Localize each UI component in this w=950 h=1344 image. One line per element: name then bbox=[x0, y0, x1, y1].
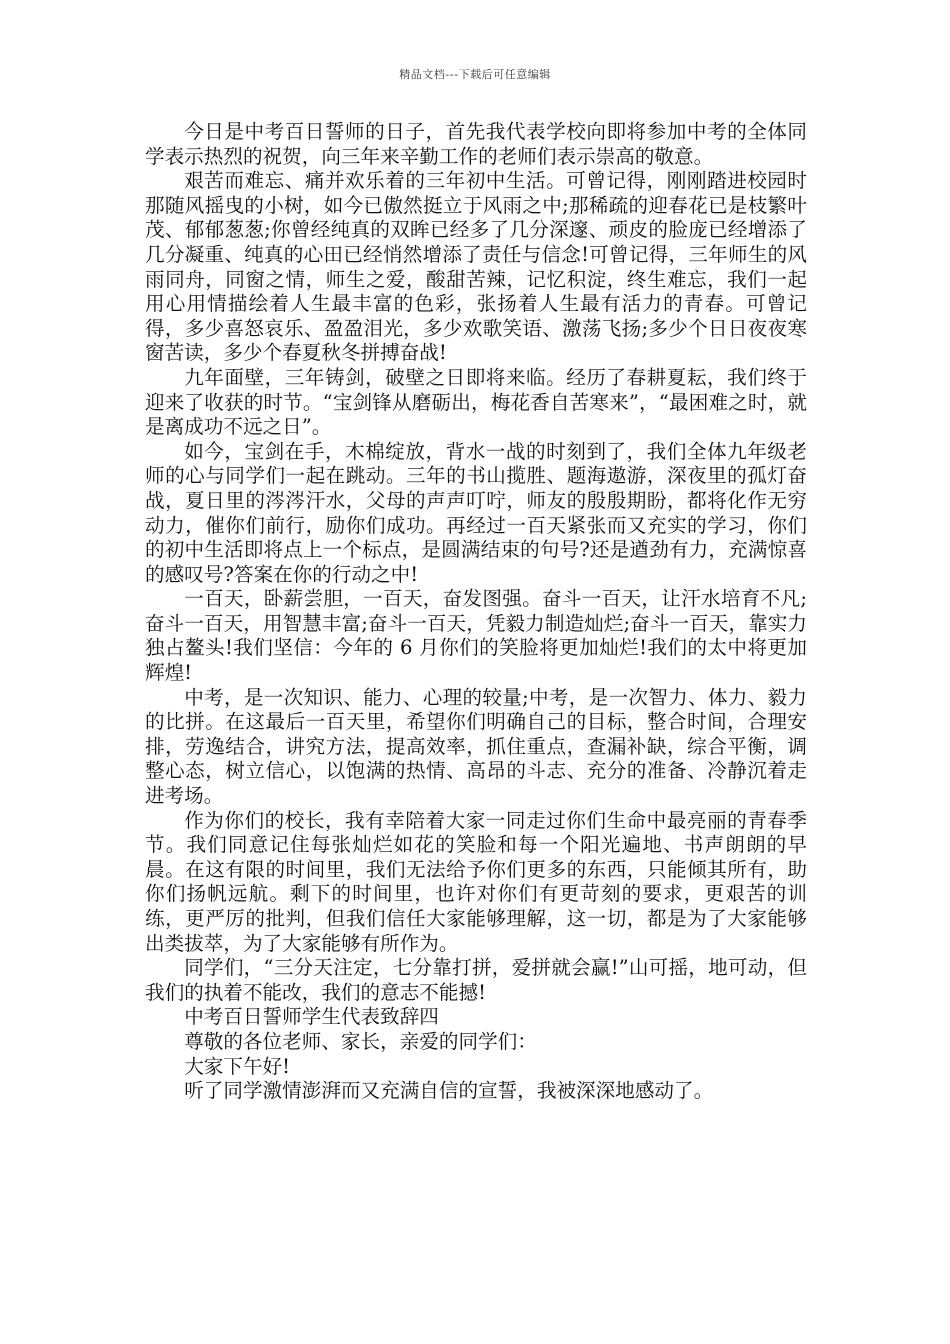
paragraph: 一百天，卧薪尝胆，一百天，奋发图强。奋斗一百天，让汗水培育不凡;奋斗一百天，用智慧丰富;奋斗一百天，凭毅力制造灿烂;奋斗一百天，靠实力独占鳌头!我们坚信：今年的 6 月你们的笑脸将更加灿烂!我们的太中将更加辉煌! bbox=[145, 587, 807, 685]
paragraph: 同学们，“三分天注定，七分靠打拼，爱拼就会赢!”山可摇，地可动，但我们的执着不能改，我们的意志不能撼! bbox=[145, 956, 807, 1004]
paragraph: 作为你们的校长，我有幸陪着大家一同走过你们生命中最亮丽的青春季节。我们同意记住每张灿烂如花的笑脸和每一个阳光遍地、书声朗朗的早晨。在这有限的时间里，我们无法给予你们更多的东西，只能倾其所有，助你们扬帆远航。剩下的时间里，也许对你们有更苛刻的要求，更艰苦的训练，更严厉的批判，但我们信任大家能够理解，这一切，都是为了大家能够出类拔萃，为了大家能够有所作为。 bbox=[145, 808, 807, 955]
paragraph: 如今，宝剑在手，木棉绽放，背水一战的时刻到了，我们全体九年级老师的心与同学们一起在跳动。三年的书山揽胜、题海遨游，深夜里的孤灯奋战，夏日里的涔涔汗水，父母的声声叮咛，师友的殷殷期盼，都将化作无穷动力，催你们前行，励你们成功。再经过一百天紧张而又充实的学习，你们的初中生活即将点上一个标点，是圆满结束的句号?还是遒劲有力，充满惊喜的感叹号?答案在你的行动之中! bbox=[145, 439, 807, 586]
paragraph: 九年面壁，三年铸剑，破壁之日即将来临。经历了春耕夏耘，我们终于迎来了收获的时节。“宝剑锋从磨砺出，梅花香自苦寒来”，“最困难之时，就是离成功不远之日”。 bbox=[145, 365, 807, 439]
paragraph: 听了同学激情澎湃而又充满自信的宣誓，我被深深地感动了。 bbox=[184, 1079, 714, 1103]
page-header: 精品文档---下载后可任意编辑 bbox=[399, 68, 551, 81]
greeting: 大家下午好! bbox=[184, 1054, 291, 1078]
paragraph: 今日是中考百日誓师的日子，首先我代表学校向即将参加中考的全体同学表示热烈的祝贺，向三年来辛勤工作的老师们表示崇高的敬意。 bbox=[145, 120, 807, 168]
paragraph: 中考，是一次知识、能力、心理的较量;中考，是一次智力、体力、毅力的比拼。在这最后一百天里，希望你们明确自己的目标，整合时间，合理安排，劳逸结合，讲究方法，提高效率，抓住重点，查漏补缺，综合平衡，调整心态，树立信心，以饱满的热情、高昂的斗志、充分的准备、冷静沉着走进考场。 bbox=[145, 685, 807, 808]
document-body bbox=[145, 120, 807, 1104]
paragraph: 艰苦而难忘、痛并欢乐着的三年初中生活。可曾记得，刚刚踏进校园时那随风摇曳的小树，如今已傲然挺立于风雨之中;那稀疏的迎春花已是枝繁叶茂、郁郁葱葱;你曾经纯真的双眸已经多了几分深邃、顽皮的脸庞已经增添了几分凝重、纯真的心田已经悄然增添了责任与信念!可曾记得，三年师生的风雨同舟，同窗之情，师生之爱，酸甜苦辣，记忆积淀，终生难忘，我们一起用心用情描绘着人生最丰富的色彩，张扬着人生最有活力的青春。可曾记得，多少喜怒哀乐、盈盈泪光，多少欢歌笑语、激荡飞扬;多少个日日夜夜寒窗苦读，多少个春夏秋冬拼搏奋战! bbox=[145, 169, 807, 365]
salutation: 尊敬的各位老师、家长，亲爱的同学们： bbox=[184, 1029, 537, 1053]
section-title: 中考百日誓师学生代表致辞四 bbox=[184, 1005, 439, 1029]
